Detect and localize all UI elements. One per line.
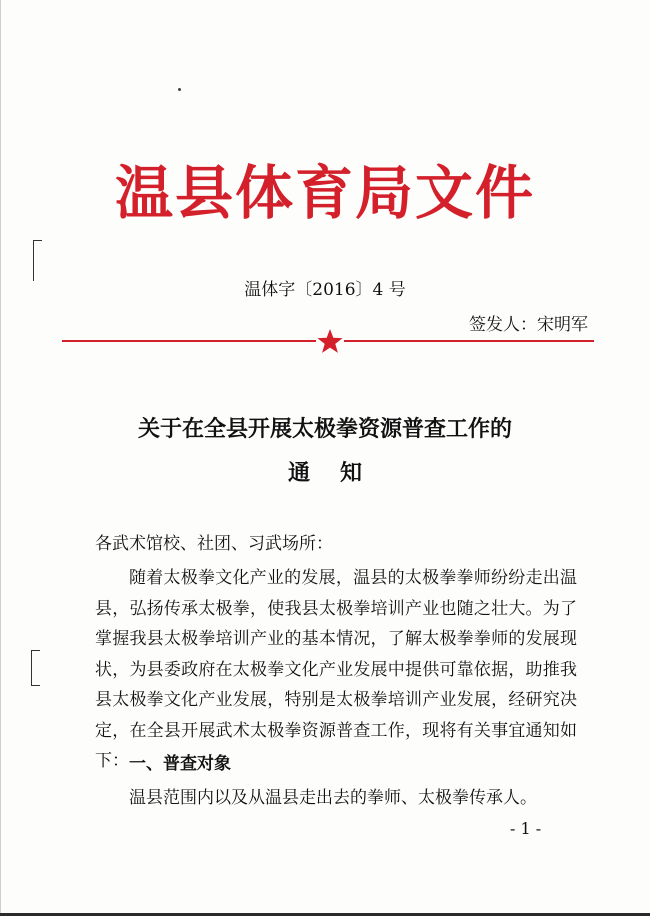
signer: 签发人：宋明军 <box>469 315 588 335</box>
binding-mark <box>31 650 40 686</box>
document-header-title: 温县体育局文件 <box>114 159 535 227</box>
section-heading: 一、普查对象 <box>129 754 231 774</box>
red-separator-left <box>62 340 316 342</box>
salutation: 各武术馆校、社团、习武场所： <box>95 534 333 554</box>
red-star-icon <box>316 327 344 355</box>
notice-title-suffix: 通知 <box>287 460 392 486</box>
red-separator-right <box>344 340 594 342</box>
binding-mark <box>33 240 42 281</box>
body-paragraph: 随着太极拳文化产业的发展，温县的太极拳拳师纷纷走出温县，弘扬传承太极拳，使我县太极拳培训产业也随之壮大。为了掌握我县太极拳培训产业的基本情况，了解太极拳拳师的发展现状，为县委政府在太极拳文化产业发展中提供可靠依据，助推我县太极拳文化产业发展，特别是太极拳培训产业发展，经研究决定，在全县开展武术太极拳资源普查工作，现将有关事宜通知如下： <box>95 568 577 771</box>
scan-speck <box>178 88 181 91</box>
notice-title: 关于在全县开展太极拳资源普查工作的 <box>137 416 512 442</box>
page-number: - 1 - <box>510 819 542 838</box>
document-number: 温体字〔2016〕4 号 <box>244 280 406 300</box>
section-text: 温县范围内以及从温县走出去的拳师、太极拳传承人。 <box>129 788 537 808</box>
